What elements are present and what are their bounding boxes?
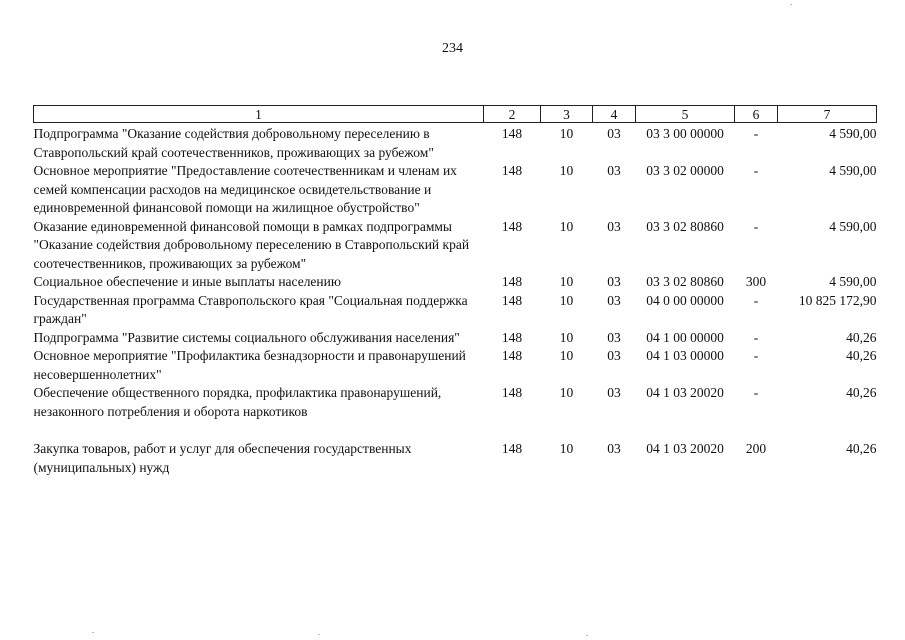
table-row bbox=[34, 125, 877, 162]
table-row bbox=[34, 329, 877, 348]
target-article-code: 03 3 02 80860 bbox=[646, 274, 724, 289]
row-name: Социальное обеспечение и иные выплаты населению bbox=[33, 274, 341, 289]
column-header: 2 bbox=[484, 106, 541, 123]
scan-speck bbox=[586, 635, 588, 636]
column-header: 1 bbox=[34, 106, 484, 123]
amount: 40,26 bbox=[846, 329, 877, 345]
target-article-code: 03 3 00 00000 bbox=[646, 126, 724, 141]
row-name: Государственная программа Ставропольского края "Социальная поддержка граждан" bbox=[33, 292, 468, 326]
table-row bbox=[34, 292, 877, 329]
subsection-code: 03 bbox=[607, 385, 621, 400]
row-name: Основное мероприятие "Предоставление соотечественникам и членам их семей компенсации расходов на медицинское освидетельствование и единовременной финансовой помощи на жилищное обустройство" bbox=[33, 163, 457, 215]
ministry-code: 148 bbox=[501, 385, 523, 400]
ministry-code: 148 bbox=[501, 126, 523, 141]
subsection-code: 03 bbox=[607, 274, 621, 289]
subsection-code: 03 bbox=[607, 329, 621, 345]
amount: 4 590,00 bbox=[829, 163, 877, 178]
scan-speck bbox=[92, 632, 94, 633]
scan-speck bbox=[790, 4, 792, 5]
expense-type-code: - bbox=[753, 126, 759, 141]
amount: 40,26 bbox=[846, 385, 877, 400]
column-number-header-row bbox=[34, 106, 877, 123]
target-article-code: 03 3 02 80860 bbox=[646, 218, 724, 234]
column-header: 5 bbox=[636, 106, 735, 123]
expense-type-code: - bbox=[753, 385, 759, 400]
amount: 4 590,00 bbox=[829, 218, 877, 234]
row-name: Основное мероприятие "Профилактика безнадзорности и правонарушений несовершеннолетних" bbox=[33, 348, 466, 382]
section-code: 10 bbox=[559, 218, 574, 234]
table-row bbox=[34, 162, 877, 218]
section-code: 10 bbox=[559, 348, 574, 363]
ministry-code: 148 bbox=[501, 218, 523, 234]
row-name: Оказание единовременной финансовой помощи в рамках подпрограммы "Оказание содействия добровольному переселению в Ставропольский край соотечественников, проживающих за рубежом" bbox=[33, 218, 470, 271]
table-row bbox=[34, 273, 877, 292]
amount: 10 825 172,90 bbox=[798, 292, 877, 308]
subsection-code: 03 bbox=[607, 292, 621, 308]
scan-speck bbox=[318, 634, 320, 635]
table-row bbox=[34, 384, 877, 440]
amount: 40,26 bbox=[846, 348, 877, 363]
ministry-code: 148 bbox=[501, 348, 523, 363]
subsection-code: 03 bbox=[607, 126, 621, 141]
expense-type-code: - bbox=[753, 348, 759, 363]
expense-type-code: - bbox=[753, 163, 759, 178]
column-header: 6 bbox=[735, 106, 778, 123]
target-article-code: 03 3 02 00000 bbox=[646, 163, 724, 178]
amount: 4 590,00 bbox=[829, 126, 877, 141]
column-header: 4 bbox=[593, 106, 636, 123]
section-code: 10 bbox=[559, 329, 574, 345]
target-article-code: 04 1 03 20020 bbox=[646, 441, 724, 456]
section-code: 10 bbox=[559, 292, 574, 308]
table-row bbox=[34, 440, 877, 477]
row-name: Закупка товаров, работ и услуг для обеспечения государственных (муниципальных) нужд bbox=[33, 441, 412, 475]
target-article-code: 04 1 03 20020 bbox=[646, 385, 724, 400]
expense-type-code: - bbox=[753, 292, 759, 308]
column-header: 7 bbox=[778, 106, 877, 123]
budget-table bbox=[33, 105, 877, 477]
row-name: Обеспечение общественного порядка, профилактика правонарушений, незаконного потребления и оборота наркотиков bbox=[33, 385, 442, 419]
ministry-code: 148 bbox=[501, 441, 523, 456]
subsection-code: 03 bbox=[607, 348, 621, 363]
row-name: Подпрограмма "Развитие системы социального обслуживания населения" bbox=[33, 329, 460, 345]
table-row bbox=[34, 218, 877, 274]
subsection-code: 03 bbox=[607, 441, 621, 456]
amount: 4 590,00 bbox=[829, 274, 877, 289]
target-article-code: 04 0 00 00000 bbox=[646, 292, 724, 308]
ministry-code: 148 bbox=[501, 274, 523, 289]
subsection-code: 03 bbox=[607, 163, 621, 178]
row-name: Подпрограмма "Оказание содействия добровольному переселению в Ставропольский край соотечественников, проживающих за рубежом" bbox=[33, 126, 434, 160]
target-article-code: 04 1 03 00000 bbox=[646, 348, 724, 363]
ministry-code: 148 bbox=[501, 163, 523, 178]
section-code: 10 bbox=[559, 385, 574, 400]
ministry-code: 148 bbox=[501, 329, 523, 345]
ministry-code: 148 bbox=[501, 292, 523, 308]
table-row bbox=[34, 347, 877, 384]
target-article-code: 04 1 00 00000 bbox=[646, 329, 724, 345]
section-code: 10 bbox=[559, 126, 574, 141]
expense-type-code: 300 bbox=[745, 274, 767, 289]
section-code: 10 bbox=[559, 163, 574, 178]
amount: 40,26 bbox=[846, 441, 877, 456]
page-number: 234 bbox=[442, 41, 463, 56]
section-code: 10 bbox=[559, 441, 574, 456]
subsection-code: 03 bbox=[607, 218, 621, 234]
expense-type-code: 200 bbox=[745, 441, 767, 456]
section-code: 10 bbox=[559, 274, 574, 289]
column-header: 3 bbox=[541, 106, 593, 123]
expense-type-code: - bbox=[753, 218, 759, 234]
expense-type-code: - bbox=[753, 329, 759, 345]
